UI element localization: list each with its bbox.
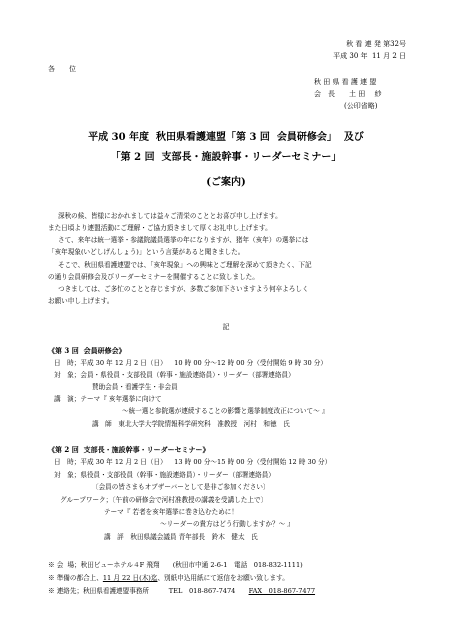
sender-person: 会 長 土 田 紗 [314,90,382,98]
ki-mark: 記 [222,323,230,331]
body-line-8: お願い申し上げます。 [48,297,114,305]
issue-date: 平成 30 年 11 月 2 日 [333,52,406,60]
sender-note: (公印省略) [344,102,378,110]
venue-note: ※ 会 場；秋田ビューホテル４F 飛翔 (秋田市中通 2-6-1 電話 018-832-1111) [48,561,303,569]
body-line-5: そこで、秋田県看護連盟では、「亥年現象」への興味とご理解を深めて頂きたく、下記 [58,261,312,269]
section-2-target: 対 象；県役員・支部役員（幹事・施設連絡員）・リーダー（部署連絡員） [54,471,275,479]
section-1-date: 日 時；平成 30 年 12 月 2 日（日） 10 時 00 分～12 時 00 分（受付開始 9 時 30 分） [54,359,327,367]
title-line-3: (ご案内) [206,177,246,188]
title-line-2: 「第 2 回 支部長・施設幹事・リーダーセミナー」 [110,152,342,163]
contact-note [48,588,315,595]
section-2-theme-2: ～リーダーの貴方はどう行動しますか？～ 』 [160,520,294,528]
contact-tel: ※ 連絡先；秋田県看護連盟事務所 TEL 018-867-7474 [48,587,249,595]
section-1-target: 対 象；会員・県役員・支部役員（幹事・施設連絡員）・リーダー（部署連絡員） [54,371,295,379]
addressee: 各 位 [48,65,76,73]
section-1-target-2: 賛助会員・看護学生・非会員 [92,383,178,391]
body-line-2: また日頃より連盟活動にご理解・ご協力頂きまして厚くお礼申し上げます。 [48,224,272,232]
section-1-lecture-2: ～統一選と参院選が連続することの影響と選挙制度改正について～ 』 [122,407,329,415]
section-1-lecture: 講 演；テーマ『 亥年選挙に向けて [54,395,162,403]
sender-organization: 秋 田 県 看 護 連 盟 [314,78,377,86]
contact-fax: FAX 018-867-7477 [248,587,316,595]
body-line-3: さて、来年は統一選挙・参議院議員選挙の年になりますが、猪年（亥年）の選挙には [58,236,309,244]
section-1-lecturer: 講 師 東北大学大学院情報科学研究科 准教授 河村 和徳 氏 [92,420,290,428]
deadline-note [48,575,289,582]
section-2-lecturer: 講 評 秋田県議会議員 青年部長 鈴木 健太 氏 [104,533,258,541]
section-2-date: 日 時；平成 30 年 12 月 2 日（日） 13 時 00 分～15 時 00 分（受付開始 12 時 30 分） [54,458,332,466]
section-2-theme: テーマ『 若者を亥年選挙に巻き込むために！ [104,508,238,516]
body-line-4: 「亥年現象(いどしげんしょう)」という言葉があると聞きました。 [48,248,245,256]
section-2-target-2: 〔会員の皆さまもオブザーバーとして是非ご参加ください〕 [92,483,270,491]
section-2-heading: 《第 2 回 支部長・施設幹事・リーダーセミナー》 [48,445,210,454]
body-line-6: の通り会員研修会及びリーダーセミナーを開催することに致しました。 [48,273,259,281]
deadline-after: 、別紙申込用紙にて返信をお願い致します。 [157,574,289,582]
document-number: 秋 看 連 発 第32号 [346,40,406,48]
section-2-group-work: グループワーク；〔午前の研修会で河村准教授の講義を受講した上で〕 [60,496,268,504]
section-1-heading: 《第 3 回 会員研修会》 [48,346,126,355]
title-line-1: 平成 30 年度 秋田県看護連盟「第 3 回 会員研修会」 及び [88,132,364,143]
deadline-date: 11 月 22 日(木)迄 [102,574,158,582]
deadline-before: ※ 準備の都合上、 [48,574,103,582]
body-line-7: つきましては、ご多忙のことと存じますが、多数ご参加下さいますよう何卒よろしく [58,285,309,293]
body-line-1: 深秋の候、皆様におかれましては益々ご清栄のこととお喜び申し上げます。 [58,212,282,220]
